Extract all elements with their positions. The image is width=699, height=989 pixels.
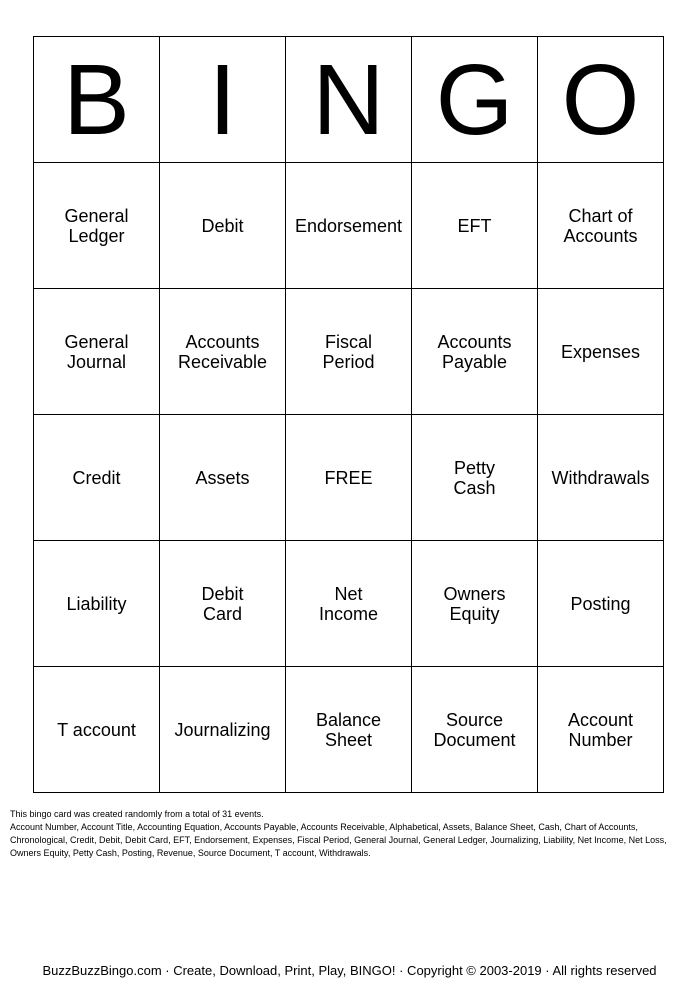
bingo-square-label: Assets — [195, 467, 250, 488]
bingo-square-label: Credit — [72, 467, 121, 488]
bingo-square[interactable] — [34, 415, 160, 541]
bingo-square-label: Accounts Payable — [437, 331, 512, 372]
site-footer: BuzzBuzzBingo.com · Create, Download, Print, Play, BINGO! · Copyright © 2003-2019 · All rights reserved — [42, 963, 657, 978]
header-row — [34, 37, 664, 163]
bingo-square[interactable] — [34, 541, 160, 667]
header-letter-i: I — [160, 37, 286, 163]
bingo-square[interactable] — [286, 667, 412, 793]
bingo-square[interactable] — [412, 415, 538, 541]
bingo-square-label: Withdrawals — [551, 467, 650, 488]
bingo-square[interactable] — [160, 163, 286, 289]
bingo-row — [34, 415, 664, 541]
bingo-square-label: Net Income — [318, 583, 379, 624]
bingo-square-label: Balance Sheet — [315, 709, 382, 750]
note-total-events: This bingo card was created randomly from a total of 31 events. — [10, 809, 264, 819]
bingo-row — [34, 667, 664, 793]
bingo-square-label: Liability — [66, 593, 127, 614]
header-letter-o: O — [538, 37, 664, 163]
bingo-square-label: Expenses — [560, 341, 641, 362]
bingo-square-label: Journalizing — [174, 719, 271, 740]
bingo-square[interactable] — [286, 415, 412, 541]
bingo-square-label: General Journal — [64, 331, 129, 372]
bingo-square-label: Accounts Receivable — [177, 331, 268, 372]
card-note — [10, 808, 690, 860]
bingo-square-label: Debit Card — [201, 583, 244, 624]
bingo-square-label: Source Document — [433, 709, 516, 750]
bingo-square-label: FREE — [324, 467, 373, 488]
bingo-square[interactable] — [412, 163, 538, 289]
bingo-square-label: Petty Cash — [453, 457, 496, 498]
bingo-square[interactable] — [412, 667, 538, 793]
bingo-square-label: Fiscal Period — [322, 331, 375, 372]
bingo-square[interactable] — [538, 415, 664, 541]
header-letter-n: N — [286, 37, 412, 163]
bingo-row — [34, 541, 664, 667]
bingo-square[interactable] — [286, 541, 412, 667]
header-letter-b: B — [34, 37, 160, 163]
bingo-row — [34, 163, 664, 289]
bingo-row — [34, 289, 664, 415]
bingo-square[interactable] — [412, 289, 538, 415]
bingo-square[interactable] — [34, 289, 160, 415]
bingo-square-label: Posting — [570, 593, 631, 614]
bingo-square[interactable] — [34, 667, 160, 793]
header-letter-g: G — [412, 37, 538, 163]
bingo-square[interactable] — [538, 667, 664, 793]
bingo-square[interactable] — [160, 667, 286, 793]
bingo-square[interactable] — [412, 541, 538, 667]
bingo-grid — [34, 37, 664, 793]
bingo-square[interactable] — [160, 541, 286, 667]
bingo-square-label: General Ledger — [64, 205, 129, 246]
bingo-square[interactable] — [286, 163, 412, 289]
bingo-square[interactable] — [538, 289, 664, 415]
bingo-square[interactable] — [34, 163, 160, 289]
bingo-square-label: Owners Equity — [443, 583, 506, 624]
bingo-square[interactable] — [538, 541, 664, 667]
bingo-square-label: T account — [57, 719, 136, 740]
bingo-square-label: Endorsement — [294, 215, 403, 236]
bingo-square-label: EFT — [457, 215, 492, 236]
bingo-square-label: Debit — [201, 215, 244, 236]
bingo-square[interactable] — [538, 163, 664, 289]
note-event-list: Account Number, Account Title, Accounting Equation, Accounts Payable, Accounts Receivable, Alphabetical, Assets, Balance Sheet, Cash, Chart of Accounts, Chronological, Credit, Debit, Debit Card, EFT, Endorsement, Expenses, Fiscal Period, General Journal, General Ledger, Journalizing, Liability, Net Income, Net Loss, Owners Equity, Petty Cash, Posting, Revenue, Source Document, T account, Withdrawals. — [10, 822, 667, 858]
bingo-card — [33, 36, 664, 793]
bingo-square[interactable] — [286, 289, 412, 415]
bingo-square-label: Account Number — [567, 709, 634, 750]
bingo-square[interactable] — [160, 415, 286, 541]
bingo-square-label: Chart of Accounts — [563, 205, 638, 246]
bingo-square[interactable] — [160, 289, 286, 415]
